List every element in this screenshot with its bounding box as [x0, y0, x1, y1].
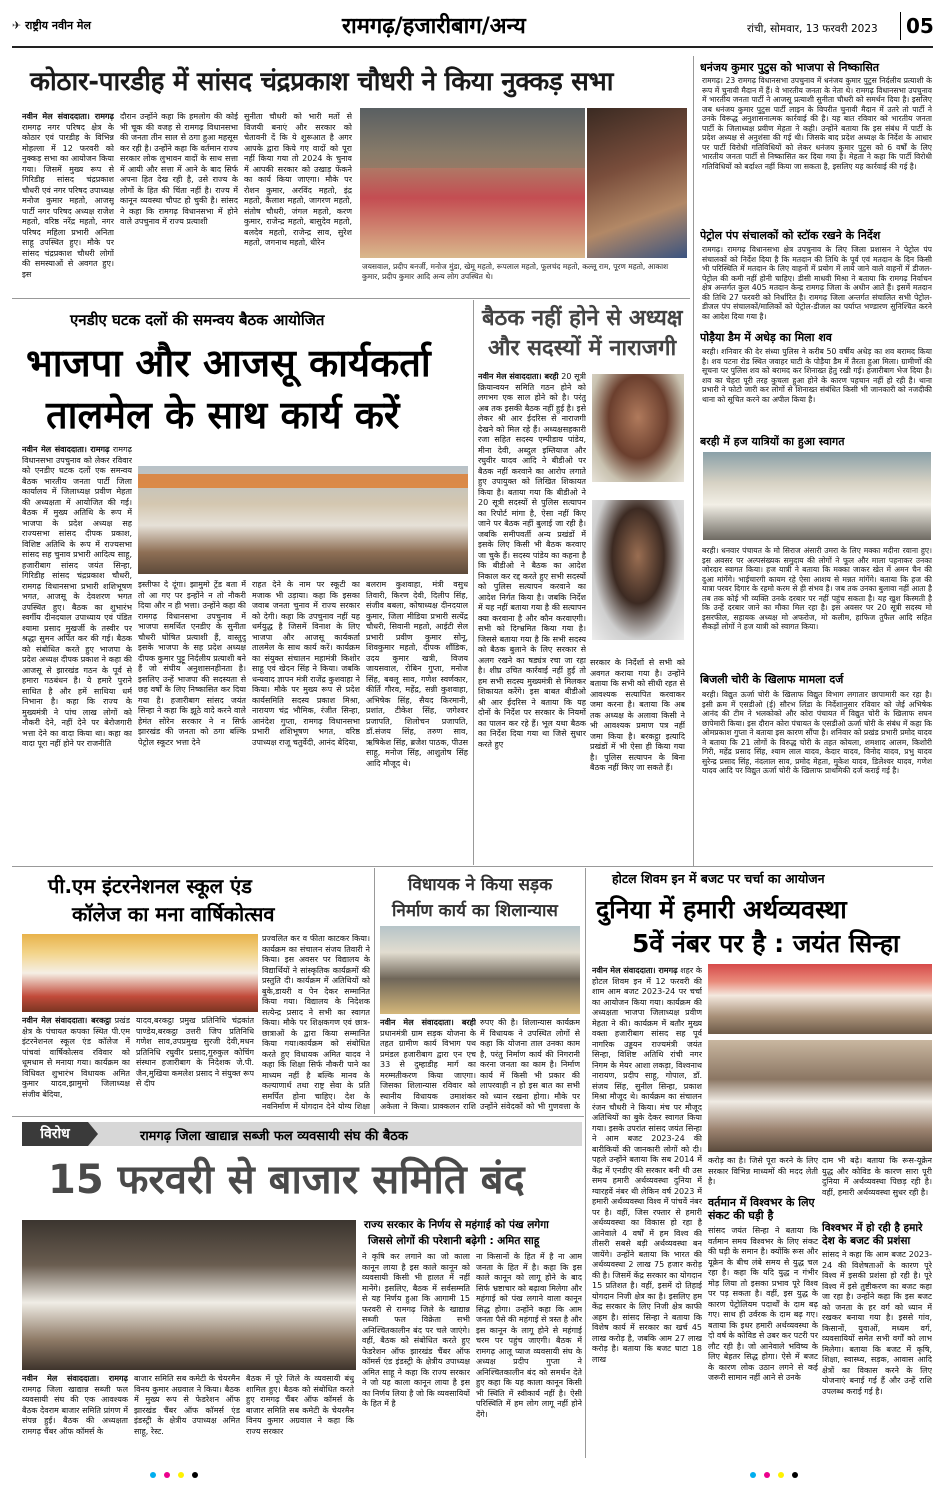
story2-photo-meeting [138, 466, 468, 574]
story6-text3: दाम भी बढ़े। बताया कि रूस-यूक्रेन युद्ध और कोविड के कारण सारा पूरी दुनिया में अर्थव्यवस्था पिछड़ रही है। वहीं, हमारी अर्थव्यवस्था सुधर रही है। [822, 1156, 932, 1197]
story5-headline-line2: निर्माण कार्य का शिलान्यास [392, 901, 558, 921]
right-text4: बरही। धनवार पंचायत के मो सिराज अंसारी उमरा के लिए मक्का मदीना रवाना हुए। इस अवसर पर अल्पसंख्यक समुदाय की लोगों ने फूल और माला पहनाकर उनका जोरदार स्वागत किया। हज यात्री ने बताया कि मक्का जाकर खेत में अमन चैन की दुआ मांगेंगे। भाईचारगी कायम रहे ऐसा आशय से मन्नत मांगेंगे। बताया कि हज की यात्रा परवर दिगार के रहमो करम से ही संभव है। जब तक उनका बुलावा नहीं आता है तब तक कोई भी व्यक्ति उनके दरबार पर नहीं पहुंच सकता है। यह खुश किस्मती है कि उन्हें दरबार जाने का मौका मिल रहा है। इस अवसर पर 20 सूत्री सदस्य मो इसरफील, सहायक अध्यक्ष मो अफरोज, मो कलीम, हाफिज तुफैल आदि सहित सैकड़ों लोगों ने हज यात्री को स्वागत किया। [702, 546, 932, 631]
story6-subhead1: वर्तमान में विश्वभर के लिए संकट की घड़ी है [708, 1196, 815, 1222]
story6-col1 [592, 966, 702, 1456]
story7-text1: रामगढ़ जिला खाद्यान्न सब्जी फल व्यवसायी संघ की एक आवश्यक बैठक देवराम बाजार समिति प्रांगण में संपन्न हुई। बैठक की अध्यक्षता रामगढ़ चैंबर ऑफ कॉमर्स के [22, 1384, 128, 1436]
story6-dateline: नवीन मेल संवाददाता। रामगढ़ [592, 966, 678, 975]
masthead [12, 8, 933, 44]
story5-photo-foundation [380, 926, 580, 1014]
story3-col2 [590, 658, 685, 863]
story2-headline-line1: भाजपा और आजसू कार्यकर्ता [26, 341, 431, 385]
story6-photo-audience [708, 1040, 932, 1152]
story4-photo-stage [22, 934, 258, 1012]
story7-col5 [476, 1252, 582, 1458]
story7-strip [22, 1122, 582, 1146]
story3-headline-line2: और सदस्यों में नाराजगी [488, 336, 677, 361]
story6-photo-panel [708, 964, 932, 1034]
divider-v2 [473, 300, 474, 865]
story7-text3: बैठक में पूरे जिले के व्यवसायी बंधु शामिल हुए। बैठक को संबोधित करते हुए रामगढ़ चैंबर ऑफ कॉमर्स के बाजार समिति सब कमेटी के चेयरमैन विनय कुमार अग्रवाल ने कहा कि राज्य सरकार [246, 1374, 354, 1436]
divider-h2 [12, 866, 933, 867]
story3-dateline: नवीन मेल संवाददाता। बरही [478, 372, 559, 381]
bird-icon: ✈ [12, 19, 22, 32]
story6-sub2-text: सांसद ने कहा कि आम बजट 2023-24 की विशेषताओं के कारण पूरे विश्व में इसकी प्रशंसा हो रही है। पूरे विश्व में इसे तुष्टीकरण का बजट कहा जा रहा है। उन्होंने कहा कि इस बजट को जनता के हर वर्ग को ध्यान में रखकर बनाया गया है। इससे गांव, किसानों, युवाओं, मध्यम वर्ग, व्यवसायियों समेत सभी वर्गों को लाभ मिलेगा। बताया कि बजट में कृषि, शिक्षा, स्वास्थ्य, सड़क, आवास आदि क्षेत्रों का विकास करने के लिए योजनाएं बनाई गई हैं और उन्हें राशि उपलब्ध कराई गई है। [822, 1250, 932, 1396]
swatch-magenta-2 [764, 1472, 770, 1478]
story6-sub1-text: सांसद जयंत सिन्हा ने बताया कि वर्तमान समय विश्वभर के लिए संकट की घड़ी के समान है। क्योंकि रूस और यूक्रेन के बीच लंबे समय से युद्ध चल रहा है। कहा कि यदि युद्ध न गंभीर मोड़ लिया तो इसका प्रभाव पूरे विश्व पर पड़ सकता है। वहीं, इस युद्ध के कारण पेट्रोलियम पदार्थों के दाम बढ़ गए। साथ ही उर्वरक के दाम बढ़ गए। बताया कि इधर हमारी अर्थव्यवस्था के दो वर्ष के कोविड से उबर कर पटरी पर लौट रही है। जो आनेवाले भविष्य के लिए बेहतर सिद्ध होगा। ऐसे में बजट के कारण लोक उठान लगने से कई जरूरी सामान नहीं आने से उनके [708, 1226, 818, 1382]
right-text3: बरही। शनिवार की देर संध्या पुलिस ने करीब 50 वर्षीय अधेड़ का शव बरामद किया है। शव पटना रोड स्थित जवाहर घाटी के पोड़ैया डैम में तैरता हुआ मिला। ग्रामीणों की सूचना पर पुलिस शव को बरामद कर शिनाख्त हेतु रखी गई। हजारीबाग भेज दिया है। शव का चेहरा पूरी तरह कुचला हुआ होने के कारण पहचान नहीं हो रही है। थाना प्रभारी ने फोटो जारी कर लोगों से शिनाख्त संबंधित किसी भी जानकारी को नजदीकी थाना को सूचित करने का अपील किया है। [702, 347, 932, 404]
story7-text5: ना किसानों के हित में है ना आम जनता के हित में है। कहा कि इस काले कानून को लागू होने के बाद सिर्फ भ्रष्टाचार को बढ़ावा मिलेगा और महंगाई को पंख लगाने वाला कानून सिद्ध होगा। उन्होंने कहा कि आम जनता पैसे की महंगाई से त्रस्त है और इस कानून के लागू होने से महंगाई चरम पर पहुंच जाएगी। बैठक में रामगढ़ आलू प्याज व्यवसायी संघ के अध्यक्ष प्रदीप गुप्ता ने अनिश्चितकालीन बंद को समर्थन देते हुए कहा कि यह काला कानून किसी भी स्थिति में स्वीकार्य नहीं है। ऐसी परिस्थिति में हम लोग लागू नहीं होने देंगे। [476, 1252, 582, 1419]
story3-photo-woman [592, 374, 684, 482]
story1-caption: जयसवाल, प्रदीप बनर्जी, मनोज मुंडा, खेमू महतो, रूपलाल महतो, फूलचंद महतो, कल्लू राम, पूरण महतो, आकाश कुमार, प्रदीप कुमार आदि अन्य लोग उपस्थित थे। [362, 262, 669, 281]
story1-photo-crowd [360, 108, 585, 258]
story4-col2 [136, 1016, 254, 1112]
story6-headline-line2: 5वें नंबर पर है : जयंत सिन्हा [632, 929, 900, 958]
story2-text3: राहत देने के नाम पर स्कूटी का मजाक भी उड़ाया। कहा कि इसका जवाब जनता चुनाव में राज्य सरकार को देगी। कहा कि उपचुनाव नहीं यह धर्मयुद्ध है जिसमें विनाश के लिए भाजपा और आजसू कार्यकर्ता तालमेल के साथ कार्य करें। कार्यक्रम का संयुक्त संचालन महामंत्री किशोर साहू एवं खेदन सिंह ने किया। जबकि धन्यवाद ज्ञापन मंत्री राजेंद्र कुशवाहा ने किया। मौके पर मुख्य रूप से प्रदेश कार्यसमिति सदस्य प्रकाश मिश्रा, नारायण चंद्र भौमिक, रंजीत सिन्हा, आनंदेश गुप्ता, रामगढ़ विधानसभा प्रभारी शशिभूषण भगत, वरिष्ठ उपाध्यक्ष राजू चतुर्वेदी, आनंद बेदिया, [252, 580, 360, 747]
story7-col2 [134, 1374, 240, 1458]
story6-text1: शहर के होटल शिवम इन में 12 फरवरी की शाम आम बजट 2023-24 पर चर्चा का आयोजन किया गया। कार्यक्रम की अध्यक्षता भाजपा जिलाध्यक्ष प्रवीण मेहता ने की। कार्यक्रम में बतौर मुख्य वक्ता हजारीबाग सांसद सह पूर्व नागरिक उड्डयन राज्यमंत्री जयंत सिन्हा, विशिष्ट अतिथि रांची नगर निगम के मेयर आशा लकड़ा, विश्वनाथ नारायण, प्रदीप साहू, गोपाल, डॉ. संजय सिंह, सुनील सिन्हा, प्रकाश मिश्रा मौजूद थे। कार्यक्रम का संचालन रंजन चौधरी ने किया। मंच पर मौजूद अतिथियों का बुके देकर स्वागत किया गया। इसके उपरांत सांसद जयंत सिन्हा ने आम बजट 2023-24 की बारीकियों की जानकारी लोगों को दी। पहले उन्होंने बताया कि सब 2014 में केंद्र में एनडीए की सरकार बनी थी उस समय हमारी अर्थव्यवस्था दुनिया में ग्यारहवें नंबर थी लेकिन वर्ष 2023 में हमारी अर्थव्यवस्था विश्व में पांचवें नंबर पर है। वहीं, जिस रफ्तार से हमारी अर्थव्यवस्था का विकास हो रहा है आनेवाले 4 वर्षों में हम विश्व की तीसरी सबसे बड़ी अर्थव्यवस्था बन जायेंगे। उन्होंने बताया कि भारत की अर्थव्यवस्था 2 लाख 75 हजार करोड़ की है। जिसमें केंद्र सरकार का योगदान 15 प्रतिशत है। वहीं, इसमें दो तिहाई योगदान निजी क्षेत्र का है। इसलिए हम केंद्र सरकार के लिए निजी क्षेत्र काफी अहम है। सांसद सिन्हा ने बताया कि विशेष कार्य में सरकार का खर्च 45 लाख करोड़ है, जबकि आम 27 लाख करोड़ है। बताया कि बजट घाटा 18 लाख [592, 966, 702, 1364]
right-headline3: पोड़ैया डैम में अधेड़ का मिला शव [700, 331, 832, 344]
story6-col2 [708, 1156, 818, 1192]
story1-text3: सुनीता चौधरी को भारी मतों से विजयी बनाएं और सरकार को चेतावनी दें कि ये शुरूआत है अगर आपके द्वारा किये गए वादों को पूरा नहीं किया गया तो 2024 के चुनाव में आपकी सरकार को उखाड़ फेंकने का कार्य किया जाएगा। मौके पर रोशन कुमार, अरविंद महतो, इंद्र महतो, कैलाश महतो, जागरण महतो, संतोष चौधरी, जंगल महतो, करण कुमार, राजेन्द्र महतो, बासुदेव महतो, बलदेव महतो, राजेन्द्र साव, सुरेश महतो, जगनाथ महतो, धीरेन [244, 112, 352, 247]
story1-col2 [120, 112, 238, 292]
story1-headline: कोठार-पारडीह में सांसद चंद्रप्रकाश चौधरी ने किया नुक्कड़ सभा [30, 67, 614, 97]
tag-arrow [88, 1122, 98, 1146]
right-text2: रामगढ़। रामगढ़ विधानसभा क्षेत्र उपचुनाव के लिए जिला प्रशासन ने पेट्रोल पंप संचालकों को निर्देश दिया है कि मतदान की तिथि के पूर्व एवं मतदान के दिन किसी भी परिस्थिति में मतदान के लिए वाहनों में प्रयोग में लाये जाने वाले वाहनों में डीजल-पेट्रोल की कमी नहीं होनी चाहिए। डीसी माधवी मिश्रा ने बताया कि रामगढ़ निर्वाचन क्षेत्र अन्तर्गत कुल 405 मतदान केन्द्र रामगढ़ जिला के अधीन आते हैं। इसमें मतदान की तिथि 27 फरवरी को निर्धारित है। रामगढ़ जिला अन्तर्गत संचालित सभी पेट्रोल-डीजल पंप संचालकों/मालिकों को पेट्रोल-डीजल का पर्याप्त भण्डारण सुनिश्चित करने का आदेश दिया गया है। [702, 245, 932, 321]
dateline: रांची, सोमवार, 13 फरवरी 2023 [747, 23, 878, 35]
divider-h3 [12, 1116, 584, 1117]
story4-headline-line1: पी.एम इंटरनेशनल स्कूल एंड [48, 874, 252, 898]
story6-headline-line1: दुनिया में हमारी अर्थव्यवस्था [596, 895, 847, 924]
story2-col1 [22, 445, 132, 863]
story5-col2 [480, 1018, 580, 1112]
story1-text2: दौरान उन्होंने कहा कि हमलोग की कोई भी चूक की वजह से रामगढ़ विधानसभा की जनता तीन साल से ठगा हुआ महसूस कर रही है। उन्होंने कहा कि वर्तमान राज्य सरकार लोक लुभावन वादों के साथ सत्ता में आयी और सत्ता में आने के बाद सिर्फ अपना हित देख रही है, उसे राज्य के लोगों के हित की चिंता नहीं है। राज्य में कानून व्यवस्था चौपट हो चुकी है। सांसद ने कहा कि रामगढ़ विधानसभा में होने वाले उपचुनाव में राज्य प्रत्याशी [120, 112, 238, 226]
right-text1: रामगढ़। 23 रामगढ़ विधानसभा उपचुनाव में धनंजय कुमार पुटुस निर्दलीय प्रत्याशी के रूप में चुनावी मैदान में हैं। वे भारतीय जनता के नेता थे। रामगढ़ विधानसभा उपचुनाव में भारतीय जनता पार्टी ने आजसू प्रत्याशी सुनीता चौधरी को समर्थन दिया है। इसलिए जब धनंजय कुमार पुटुस पार्टी लाइन के विपरीत चुनावी मैदान में उतरे तो पार्टी ने उनके विरूद्ध अनुशासनात्मक कार्रवाई की है। यह बात रविवार को भारतीय जनता पार्टी के जिलाध्यक्ष प्रवीण मेहता ने कही। उन्होंने बताया कि इस संबंध में पार्टी के प्रदेश अध्यक्ष से अनुशंसा की गई थी। जिसके बाद प्रदेश अध्यक्ष के निर्देश के आधार पर पार्टी विरोधी गतिविधियों को लेकर धनंजय कुमार पुटुस को 6 वर्षों के लिए भारतीय जनता पार्टी से निष्कासित कर दिया गया है। मेहता ने कहा कि पार्टी विरोधी गतिविधियों को बर्दाश्त नहीं किया जा सकता है, इसलिए यह कार्रवाई की गई है। [702, 76, 932, 171]
story7-headline: 15 फरवरी से बाजार समिति बंद [48, 1157, 525, 1203]
story7-dateline: नवीन मेल संवाददाता। रामगढ़ [22, 1374, 128, 1383]
story6-text2: करोड़ का है। जिसे पूरा करने के लिए सरकार विभिन्न माध्यमों की मदद लेती है। [708, 1156, 818, 1186]
right-headline1: धनंजय कुमार पुटुस को भाजपा से निष्कासित [700, 61, 880, 74]
story3-headline-line1: बैठक नहीं होने से अध्यक्ष [482, 306, 683, 331]
story7-col1 [22, 1374, 128, 1458]
story7-kicker: रामगढ़ जिला खाद्यान्न सब्जी फल व्यवसायी संघ की बैठक [140, 1129, 408, 1144]
brand-logo [12, 18, 91, 38]
story7-tag [22, 1122, 88, 1146]
right-headline4: बरही में हज यात्रियों का हुआ स्वागत [700, 435, 845, 448]
story2-text1: रामगढ़ विधानसभा उपचुनाव को लेकर रविवार को एनडीए घटक दलों एक समन्वय बैठक भारतीय जनता पार्टी जिला कार्यालय में जिलाध्यक्ष प्रवीण मेहता की अध्यक्षता में आयोजित की गई। बैठक में मुख्य अतिथि के रूप में भाजपा के प्रदेश अध्यक्ष सह राज्यसभा सांसद दीपक प्रकाश, विशिष्ट अतिथि के रूप में राज्यसभा सांसद सह चुनाव प्रभारी आदित्य साहू, हजारीबाग सांसद जयंत सिन्हा, गिरिडीह सांसद चंद्रप्रकाश चौधरी, रामगढ़ विधानसभा प्रभारी शशिभूषण भगत, आजसू के देवशरण भगत उपस्थित हुए। बैठक का शुभारंभ स्वर्गीय दीनदयाल उपाध्याय एवं पंडित श्यामा प्रसाद मुखर्जी के तस्वीर पर श्रद्धा सुमन अर्पित कर की गई। बैठक को संबोधित करते हुए भाजपा के प्रदेश अध्यक्ष दीपक प्रकाश ने कहा की आजसू से झारखंड गठन के पूर्व से हमारा गठबंधन है। ये हमारे पुराने साथित है और हमें साथिया धर्म निभाना है। कहा कि राज्य के मुख्यमंत्री ने पांच लाख लोगों को नौकरी देने, नहीं देने पर बेरोजगारी भत्ता देने का वादा किया था। कहा का वादा पूरा नहीं होने पर राजनीति [22, 445, 132, 748]
story3-col1 [478, 372, 586, 862]
brand-name: राष्ट्रीय नवीन मेल [25, 19, 91, 32]
story1-text1: रामगढ़ नगर परिषद क्षेत्र के कोठार एवं पारडीह के विभिन्न मोहल्ला में 12 फरवरी को नुक्कड़ सभा का आयोजन किया गया। जिसमें मुख्य रूप से गिरिडीह सांसद चंद्रप्रकाश चौधरी एवं नगर परिषद उपाध्यक्ष मनोज कुमार महतो, आजसू पार्टी नगर परिषद अध्यक्ष राजेश महतो, वरिष्ठ नरेंद्र महतो, नगर परिषद महिला प्रभारी अनिता साहू उपस्थित हुए। मौके पर सांसद चंद्रप्रकाश चौधरी लोगों की समस्याओं से अवगत हुए। इस [22, 122, 114, 279]
story6-col3 [822, 1156, 932, 1218]
story1-col3 [244, 112, 352, 292]
story2-text4: बलराम कुशवाहा, मंत्री वसुध तिवारी, किरण देवी, दिलीप सिंह, संजीव बबला, कोषाध्यक्ष दीनदयाल कुमार, जिला मीडिया प्रभारी सत्येंद्र चौधरी, सिवानी महतो, आईटी सेल प्रभारी प्रवीण कुमार सोनू, शिवकुमार महतो, दीपक शौंडिक, उदय कुमार खत्री, विजय जायसवाल, रोबिन गुप्ता, मनोज सिंह, बबलू साव, गणेश स्वर्णकार, कीर्ति गौरव, महेंद्र, सन्नी कुशवाहा, अभिषेक सिंह, सैयद किरमानी, प्रशांत, टीकेश सिंह, जगेश्वर प्रजापति, शिलोचन प्रजापति, डॉ.संजय सिंह, तरुण साव, ऋषिकेश सिंह, ब्रजेश पाठक, पीउस साहू, मनोज सिंह, आशुतोष सिंह आदि मौजूद थे। [366, 580, 468, 768]
story7-photo-protest [22, 1220, 356, 1370]
story3-photo-man [592, 500, 684, 640]
page-number-divider [900, 12, 901, 40]
swatch-black-2 [792, 1472, 798, 1478]
swatch-cyan-2 [750, 1472, 756, 1478]
story4-col3 [262, 934, 370, 1112]
story5-col1 [380, 1018, 476, 1112]
divider-v1 [693, 56, 694, 866]
story3-text2: सरकार के निर्देशों से सभी को अवगत कराया गया है। उन्होंने बताया कि सभी को सीधी रहत से आवश्यक सत्यापित करवाकर जमा करना है। बताया कि अब तक अध्यक्ष के अलावा किसी ने भी आवश्यक प्रमाण पत्र नहीं जमा किया है। बरकट्ठा इत्यादि प्रखंडों में भी ऐसा ही किया गया है। पुलिस सत्यापन के बिना बैठक नहीं किए जा सकते हैं। [590, 658, 685, 772]
right-headline5: बिजली चोरी के खिलाफ मामला दर्ज [700, 673, 844, 686]
story5-dateline: नवीन मेल संवाददाता। बरही [380, 1018, 476, 1027]
story7-tag-label: विरोध [40, 1126, 70, 1142]
registration-bar [150, 1470, 810, 1480]
story2-kicker: एनडीए घटक दलों की समन्वय बैठक आयोजित [70, 311, 325, 329]
story1-dateline: नवीन मेल संवाददाता। रामगढ़ [22, 112, 114, 121]
story2-col4 [366, 580, 468, 862]
story4-text2: यादव,बरकट्ठा प्रमुख प्रतिनिधि चंद्रकांत पाण्डेय,बरकट्ठा उत्तरी जिप प्रतिनिधि गणेश साव,उपप्रमुख सुरजी देवी,मधन प्रतिनिधि रघुवीर प्रसाद,गुरुकुल कोचिंग संस्थान हजारीबाग के निदेशक जे.पी. जैन,मुखिया कमलेश प्रसाद ने संयुक्त रूप से दीप [136, 1016, 254, 1088]
story5-headline-line1: विधायक ने किया सड़क [408, 875, 553, 895]
story4-text3: प्रज्वलित कर व फीता काटकर किया।कार्यक्रम का संचालन संजय तिवारी ने किया। इस अवसर पर विद्यालय के विद्यार्थियों ने सांस्कृतिक कार्यक्रमों की प्रस्तुति दी। कार्यक्रम में अतिथियों को बुके,डायरी व पेन देकर सम्मानित किया गया। विद्यालय के निदेशक सत्येन्द्र प्रसाद ने सभी का स्वागत किया। मौके पर शिक्षकगण एवं छात्र-छात्राओं के द्वारा किया सम्मानित किया गया।कार्यक्रम को संबोधित करते हुए विधायक अमित यादव ने कहा कि शिक्षा सिर्फ नौकरी पाने का माध्यम नहीं है बल्कि मानव के कल्याणार्थ तथा राष्ट्र सेवा के प्रति समर्पित होना चाहिए। देश के नवनिर्माण में योगदान देने योग्य शिक्षा [262, 934, 370, 1111]
story6-subhead2: विश्वभर में हो रही है हमारे देश के बजट की प्रशंसा [822, 1222, 923, 1247]
story1-col1 [22, 112, 114, 292]
section-title: रामगढ़/हजारीबाग/अन्य [342, 14, 526, 39]
story7-deck-line2: जिससे लोगों की परेशानी बढ़ेगी : अमित साहू [368, 1235, 540, 1247]
swatch-cyan [150, 1472, 156, 1478]
story4-dateline: नवीन मेल संवाददाता। बरकट्ठा [22, 1016, 112, 1025]
story2-dateline: नवीन मेल संवाददाता। रामगढ़ [22, 445, 110, 454]
story1-photo-speaker [587, 108, 687, 258]
page-number: 05 [906, 14, 934, 38]
right-photo-haj [703, 452, 931, 540]
banner-strip [138, 474, 468, 488]
story7-text4: ने कृषि कर लगाने का जो काला कानून लाया है इस काले कानून को व्यवसायी किसी भी हालत में नहीं मानेंगे। इसलिए, बैठक में सर्वसम्मति से यह निर्णय हुआ कि आगामी 15 फरवरी से रामगढ़ जिले के खाद्यान्न सब्जी फल विक्रेता सभी अनिश्चितकालीन बंद पर चले जाएंगे। वहीं, बैठक को संबोधित करते हुए फेडरेशन ऑफ झारखंड चैंबर ऑफ कॉमर्स एंड इंडस्ट्री के क्षेत्रीय उपाध्यक्ष अमित साहू ने कहा कि राज्य सरकार ने जो यह काला कानून लाया है इस का निर्णय लिया है जो कि व्यवसायियों के हित में है [362, 1252, 470, 1408]
divider-v4 [585, 868, 586, 1458]
story2-text2: इस्तीफा दे दूंगा। झामुमो ट्रेंड बता में तो आ गए पर इन्होंने न तो नौकरी दिया और न ही भत्ता। उन्होंने कहा की रामगढ़ विधानसभा उपचुनाव में भाजपा समर्थित एनडीए के सुनीता चौधरी घोषित प्रत्याशी हैं, वास्तुदु इसके भाजपा के सह प्रदेश अध्यक्ष दीपक कुमार पुट्टू निर्दलीय प्रत्याशी बने हैं जो संघीय अनुशासनहीनता है। इसलिए उन्हें भाजपा की सदस्यता से छह वर्षों के लिए निष्कासित कर दिया गया है। हजारीबाग सांसद जयंत सिन्हा ने कहा कि झूठे वादे करने वाले हेमंत सोरेन सरकार ने न सिर्फ झारखंड की जनता को ठगा बल्कि पेट्रोल स्कूटर भत्ता देने [138, 580, 246, 747]
story4-text1: प्रखंड क्षेत्र के पंचायत कपका स्थित पी.एम इंटरनेशनल स्कूल एंड कॉलेज में पांचवां वार्षिकोत्सव रविवार को धूमधाम से मनाया गया। कार्यक्रम का विधिवत शुभारंभ विधायक अमित कुमार यादव,झामुमो जिलाध्यक्ष संजीव बेदिया, [22, 1016, 130, 1099]
story7-text2: बाजार समिति सब कमेटी के चेयरमैन विनय कुमार अग्रवाल ने किया। बैठक में मुख्य रूप से फेडरेशन ऑफ झारखंड चैंबर ऑफ कॉमर्स एंड इंडस्ट्री के क्षेत्रीय उपाध्यक्ष अमित साहू, रेस्ट. [134, 1374, 240, 1436]
right-headline2: पेट्रोल पंप संचालकों को स्टॉक रखने के निर्देश [700, 229, 881, 242]
story3-text1: 20 सूत्री क्रियान्वयन समिति गठन होने को लगभग एक साल होने को है। परंतु अब तक इसकी बैठक नहीं हुई है। इसे लेकर श्री आर ईदरिस से नाराजगी देखने को मिल रहे हैं। अध्यक्षसहकारी रजा सहित सदस्य एम्पीडाय पांडेय, मीना देवी, अब्दुल इम्तियाज और रघुवीर यादव आदि ने बीडीओ पर बैठक नहीं करवाने का आरोप लगाते हुए उपायुक्त को लिखित शिकायत किया है। बताया गया कि बीडीओ ने 20 सूत्री सदस्यों से पुलिस सत्यापन का रिपोर्ट मांगा है, ऐसा नहीं किए जाने पर बैठक नहीं बुलाई जा रही है। जबकि समीपवर्ती अन्य प्रखंडों में इसके लिए किसी भी बैठक करवाए जा चुके हैं। सदस्य पांडेय का कहना है कि बीडीओ ने बैठक का आदेश निकाल कर रद्द करते हुए सभी सदस्यों को पुलिस सत्यापन करवाने का आदेश निर्गत किया है। जबकि निर्देश में यह नहीं बताया गया है की सत्यापन क्या करवाना है और कौन करवाएगी। सभी को दिग्भ्रमित किया गया है। जिससे बताया गया है कि सभी सदस्य को बैठक बुलाने के लिए सरकार से अलग रखने का षड्यंत्र रचा जा रहा है। शीघ्र उचित कार्रवाई नहीं हुई तो हम सभी सदस्य मुख्यमंत्री से मिलकर शिकायत करेंगे। इस बाबत बीडीओ श्री आर ईदरिस ने बताया कि यह दोनों के निर्देश पर सरकार के नियमों का पालन कर रहे हैं। भूल यथा बैठक का निर्देश दिया गया था जिसे सुधार करते हुए [478, 372, 586, 749]
photo-shade [360, 108, 585, 168]
masthead-rule [12, 46, 933, 48]
story4-col1 [22, 1016, 130, 1112]
swatch-yellow [178, 1472, 184, 1478]
story2-headline-line2: तालमेल के साथ कार्य करें [46, 393, 400, 437]
story6-kicker: होटल शिवम इन में बजट पर चर्चा का आयोजन [612, 871, 825, 886]
story7-col3 [246, 1374, 354, 1458]
swatch-yellow-2 [778, 1472, 784, 1478]
story4-headline-line2: कॉलेज का मना वार्षिकोत्सव [72, 902, 275, 926]
divider-v3 [374, 868, 375, 1114]
story2-col3 [252, 580, 360, 862]
story7-deck-line1: राज्य सरकार के निर्णय से महंगाई को पंख लगेगा [364, 1219, 549, 1231]
story2-col2 [138, 580, 246, 862]
story7-col4 [362, 1252, 470, 1458]
swatch-black [192, 1472, 198, 1478]
right-text5: बरही। विद्युत ऊर्जा चोरी के खिलाफ विद्युत विभाग लगातार छापामारी कर रहा है। इसी क्रम में एसडीओ (ई) सौरभ लिंडा के निर्देशानुसार रविवार को जेई अभिषेक आनंद की टीम ने भलकोको और कोरा पंचायत में विद्युत चोरी के खिलाफ सघन छापेमारी किया। इस दौरान कोरा पंचायत के एसडीओ ऊर्जा चोरी के संबंध में कहा कि ओमप्रकाश गुप्ता ने बताया इस कारण सौंपा है। शनिवार को प्रखंड प्रभारी प्रमोद यादव ने बताया कि 21 लोगों के विरुद्ध चोरी के तहत कोयला, शमशाद आलम, किशोरी गिरी, महेंद्र प्रसाद सिंह, श्याम लाल यादव, केदार यादव, विनोद यादव, प्रभु यादव सुरेन्द्र प्रसाद सिंह, नंदलाल साव, प्रमोद मेहता, मुकेश यादव, डिलेश्वर यादव, गणेश यादव आदि पर विद्युत ऊर्जा चोरी के खिलाफ प्राथमिकी दर्ज कराई गई है। [702, 690, 932, 775]
divider-h1 [12, 298, 690, 299]
swatch-magenta [164, 1472, 170, 1478]
story5-text1: प्रधानमंत्री ग्राम सड़क योजना के तहत ग्रामीण कार्य विभाग पथ प्रमंडल हजारीबाग द्वारा एन एच 33 से दुम्हाडीह मार्ग का मरम्मतीकरण किया जाएगा। जिसका शिलान्यास रविवार को स्थानीय विधायक उमाशंकर अकेला ने किया। प्राक्कलन राशि [380, 1028, 476, 1111]
story5-text2: रुपए की है। शिलान्यास कार्यक्रम में विधायक ने उपस्थित लोगों से कहा कि योजना ताल उनका काम है, परंतु निर्माण कार्य की निगरानी करना जनता का काम है। निर्माण कार्य में किसी भी प्रकार की लापरवाही न हो इस बात का सभी को ध्यान रखना होगा। मौके पर उन्होंने संवेदकों को भी गुणवत्ता के [480, 1018, 580, 1111]
